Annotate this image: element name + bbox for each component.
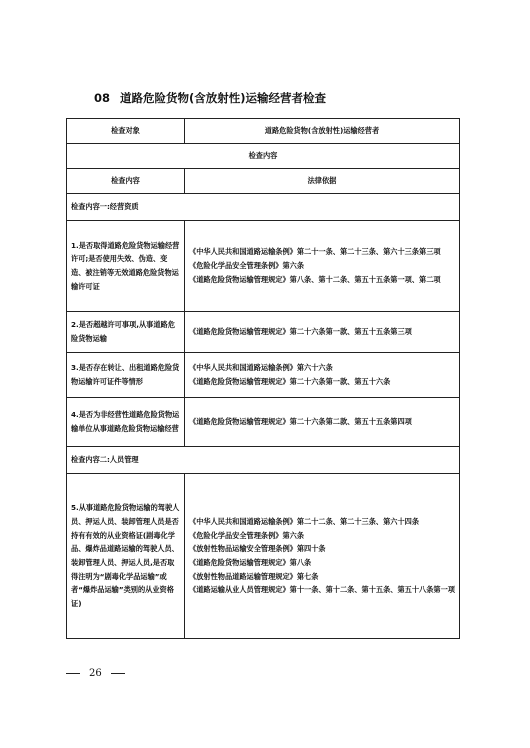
legal-basis-line: 《道路危险货物运输管理规定》第八条 — [189, 558, 312, 567]
legal-basis — [185, 312, 460, 353]
legal-basis-line: 《道路危险货物运输管理规定》第二十六条第一款、第五十六条 — [189, 377, 391, 386]
content-header-row — [67, 144, 460, 169]
table-row — [67, 353, 460, 398]
legal-basis-line: 《放射性物品道路运输管理规定》第七条 — [189, 571, 319, 581]
legal-basis-line: 《危险化学品安全管理条例》第六条 — [189, 261, 305, 271]
legal-basis-line: 《道路运输从业人员管理规定》第十一条、第十二条、第十五条、第五十八条第一项 — [189, 585, 455, 595]
column-header-basis: 法律依据 — [185, 169, 460, 194]
legal-basis — [185, 474, 460, 639]
section-row — [67, 447, 460, 474]
legal-basis-line: 《道路危险货物运输管理规定》第八条、第十二条、第五十五条第一项、第二项 — [189, 274, 441, 284]
check-item: 5.从事道路危险货物运输的驾驶人员、押运人员、装卸管理人员是否持有有效的从业资格证(剧毒化学品、爆炸品道路运输的驾驶人员、装卸管理人员、押运人员,是否取得注明为“剧毒化学品运输”或者“爆炸品运输”类别的从业资格证) — [67, 474, 185, 639]
document-title — [94, 90, 326, 106]
object-row — [67, 119, 460, 144]
legal-basis-line: 《道路危险货物运输管理规定》第二十六条第一款、第五十五条第三项 — [189, 327, 412, 337]
footer-dash-right — [111, 673, 125, 674]
table-row — [67, 398, 460, 447]
object-value: 道路危险货物(含放射性)运输经营者 — [185, 119, 460, 144]
legal-basis — [185, 398, 460, 447]
section-title: 道路危险货物(含放射性)运输经营者检查 — [120, 91, 327, 105]
check-item: 4.是否为非经营性道路危险货物运输单位从事道路危险货物运输经营 — [67, 398, 185, 447]
legal-basis-line: 《中华人民共和国道路运输条例》第二十一条、第二十三条、第六十三条第三项 — [189, 247, 441, 257]
footer-dash-left — [66, 673, 80, 674]
table-row — [67, 312, 460, 353]
page-footer — [66, 668, 125, 679]
legal-basis-line: 《放射性物品运输安全管理条例》第四十条 — [189, 544, 326, 554]
column-header-item: 检查内容 — [67, 169, 185, 194]
section-row — [67, 194, 460, 221]
table-row — [67, 474, 460, 639]
table-row — [67, 221, 460, 312]
section-title: 检查内容一:经营资质 — [67, 194, 460, 221]
legal-basis-line: 《中华人民共和国道路运输条例》第二十二条、第二十三条、第六十四条 — [189, 516, 420, 526]
legal-basis — [185, 221, 460, 312]
legal-basis-line: 《危险化学品安全管理条例》第六条 — [189, 530, 305, 540]
section-number: 08 — [94, 91, 111, 105]
check-item: 3.是否存在转让、出租道路危险货物运输许可证件等情形 — [67, 353, 185, 398]
legal-basis-line: 《道路危险货物运输管理规定》第二十六条第二款、第五十五条第四项 — [189, 417, 412, 427]
legal-basis-line: 《中华人民共和国道路运输条例》第六十六条 — [189, 363, 333, 373]
content-header: 检查内容 — [67, 144, 460, 169]
check-item: 1.是否取得道路危险货物运输经营许可;是否使用失效、伪造、变造、被注销等无效道路危险货物运输许可证 — [67, 221, 185, 312]
legal-basis — [185, 353, 460, 398]
inspection-table — [66, 118, 460, 639]
section-title: 检查内容二:人员管理 — [67, 447, 460, 474]
page-number: 26 — [89, 668, 102, 679]
column-header-row — [67, 169, 460, 194]
check-item: 2.是否超越许可事项,从事道路危险货物运输 — [67, 312, 185, 353]
object-label: 检查对象 — [67, 119, 185, 144]
